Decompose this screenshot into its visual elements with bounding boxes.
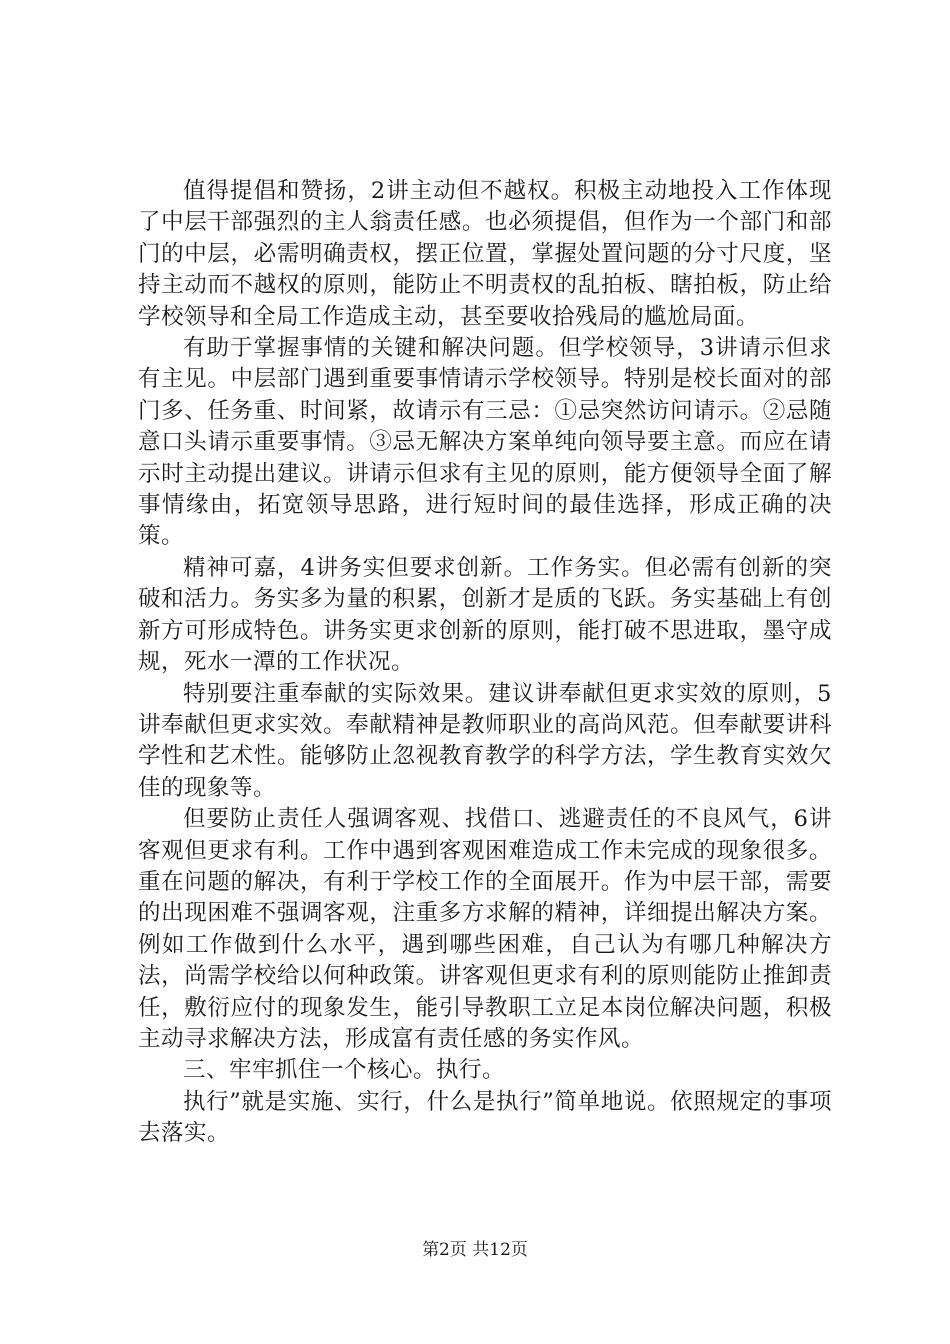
page-footer (0, 1238, 950, 1262)
paragraph: 特别要注重奉献的实际效果。建议讲奉献但更求实效的原则，5讲奉献但更求实效。奉献精神是教师职业的高尚风范。但奉献要讲科学性和艺术性。能够防止忽视教育教学的科学方法，学生教育实效欠佳的现象等。 (138, 680, 832, 801)
paragraph: 执行”就是实施、实行，什么是执行”简单地说。依照规定的事项去落实。 (138, 1088, 832, 1147)
paragraph: 值得提倡和赞扬，2讲主动但不越权。积极主动地投入工作体现了中层干部强烈的主人翁责任感。也必须提倡，但作为一个部门和部门的中层，必需明确责权，摆正位置，掌握处置问题的分寸尺度，坚持主动而不越权的原则，能防止不明责权的乱拍板、瞎拍板，防止给学校领导和全局工作造成主动，甚至要收拾残局的尴尬局面。 (138, 178, 832, 330)
paragraph: 但要防止责任人强调客观、找借口、逃避责任的不良风气，6讲客观但更求有利。工作中遇到客观困难造成工作未完成的现象很多。重在问题的解决，有利于学校工作的全面展开。作为中层干部，需要的出现困难不强调客观，注重多方求解的精神，详细提出解决方案。例如工作做到什么水平，遇到哪些困难，自己认为有哪几种解决方法，尚需学校给以何种政策。讲客观但更求有利的原则能防止推卸责任，敷衍应付的现象发生，能引导教职工立足本岗位解决问题，积极主动寻求解决方法，形成富有责任感的务实作风。 (138, 806, 832, 1052)
page-number: 第2页 共12页 (422, 1240, 528, 1260)
document-body (138, 176, 832, 1150)
paragraph: 有助于掌握事情的关键和解决问题。但学校领导，3讲请示但求有主见。中层部门遇到重要事情请示学校领导。特别是校长面对的部门多、任务重、时间紧，故请示有三忌：①忌突然访问请示。②忌随意口头请示重要事情。③忌无解决方案单纯向领导要主意。而应在请示时主动提出建议。讲请示但求有主见的原则，能方便领导全面了解事情缘由，拓宽领导思路，进行短时间的最佳选择，形成正确的决策。 (138, 335, 832, 550)
paragraph: 精神可嘉，4讲务实但要求创新。工作务实。但必需有创新的突破和活力。务实多为量的积累，创新才是质的飞跃。务实基础上有创新方可形成特色。讲务实更求创新的原则，能打破不思进取，墨守成规，死水一潭的工作状况。 (138, 554, 832, 676)
section-heading: 三、牢牢抓住一个核心。执行。 (183, 1057, 506, 1084)
